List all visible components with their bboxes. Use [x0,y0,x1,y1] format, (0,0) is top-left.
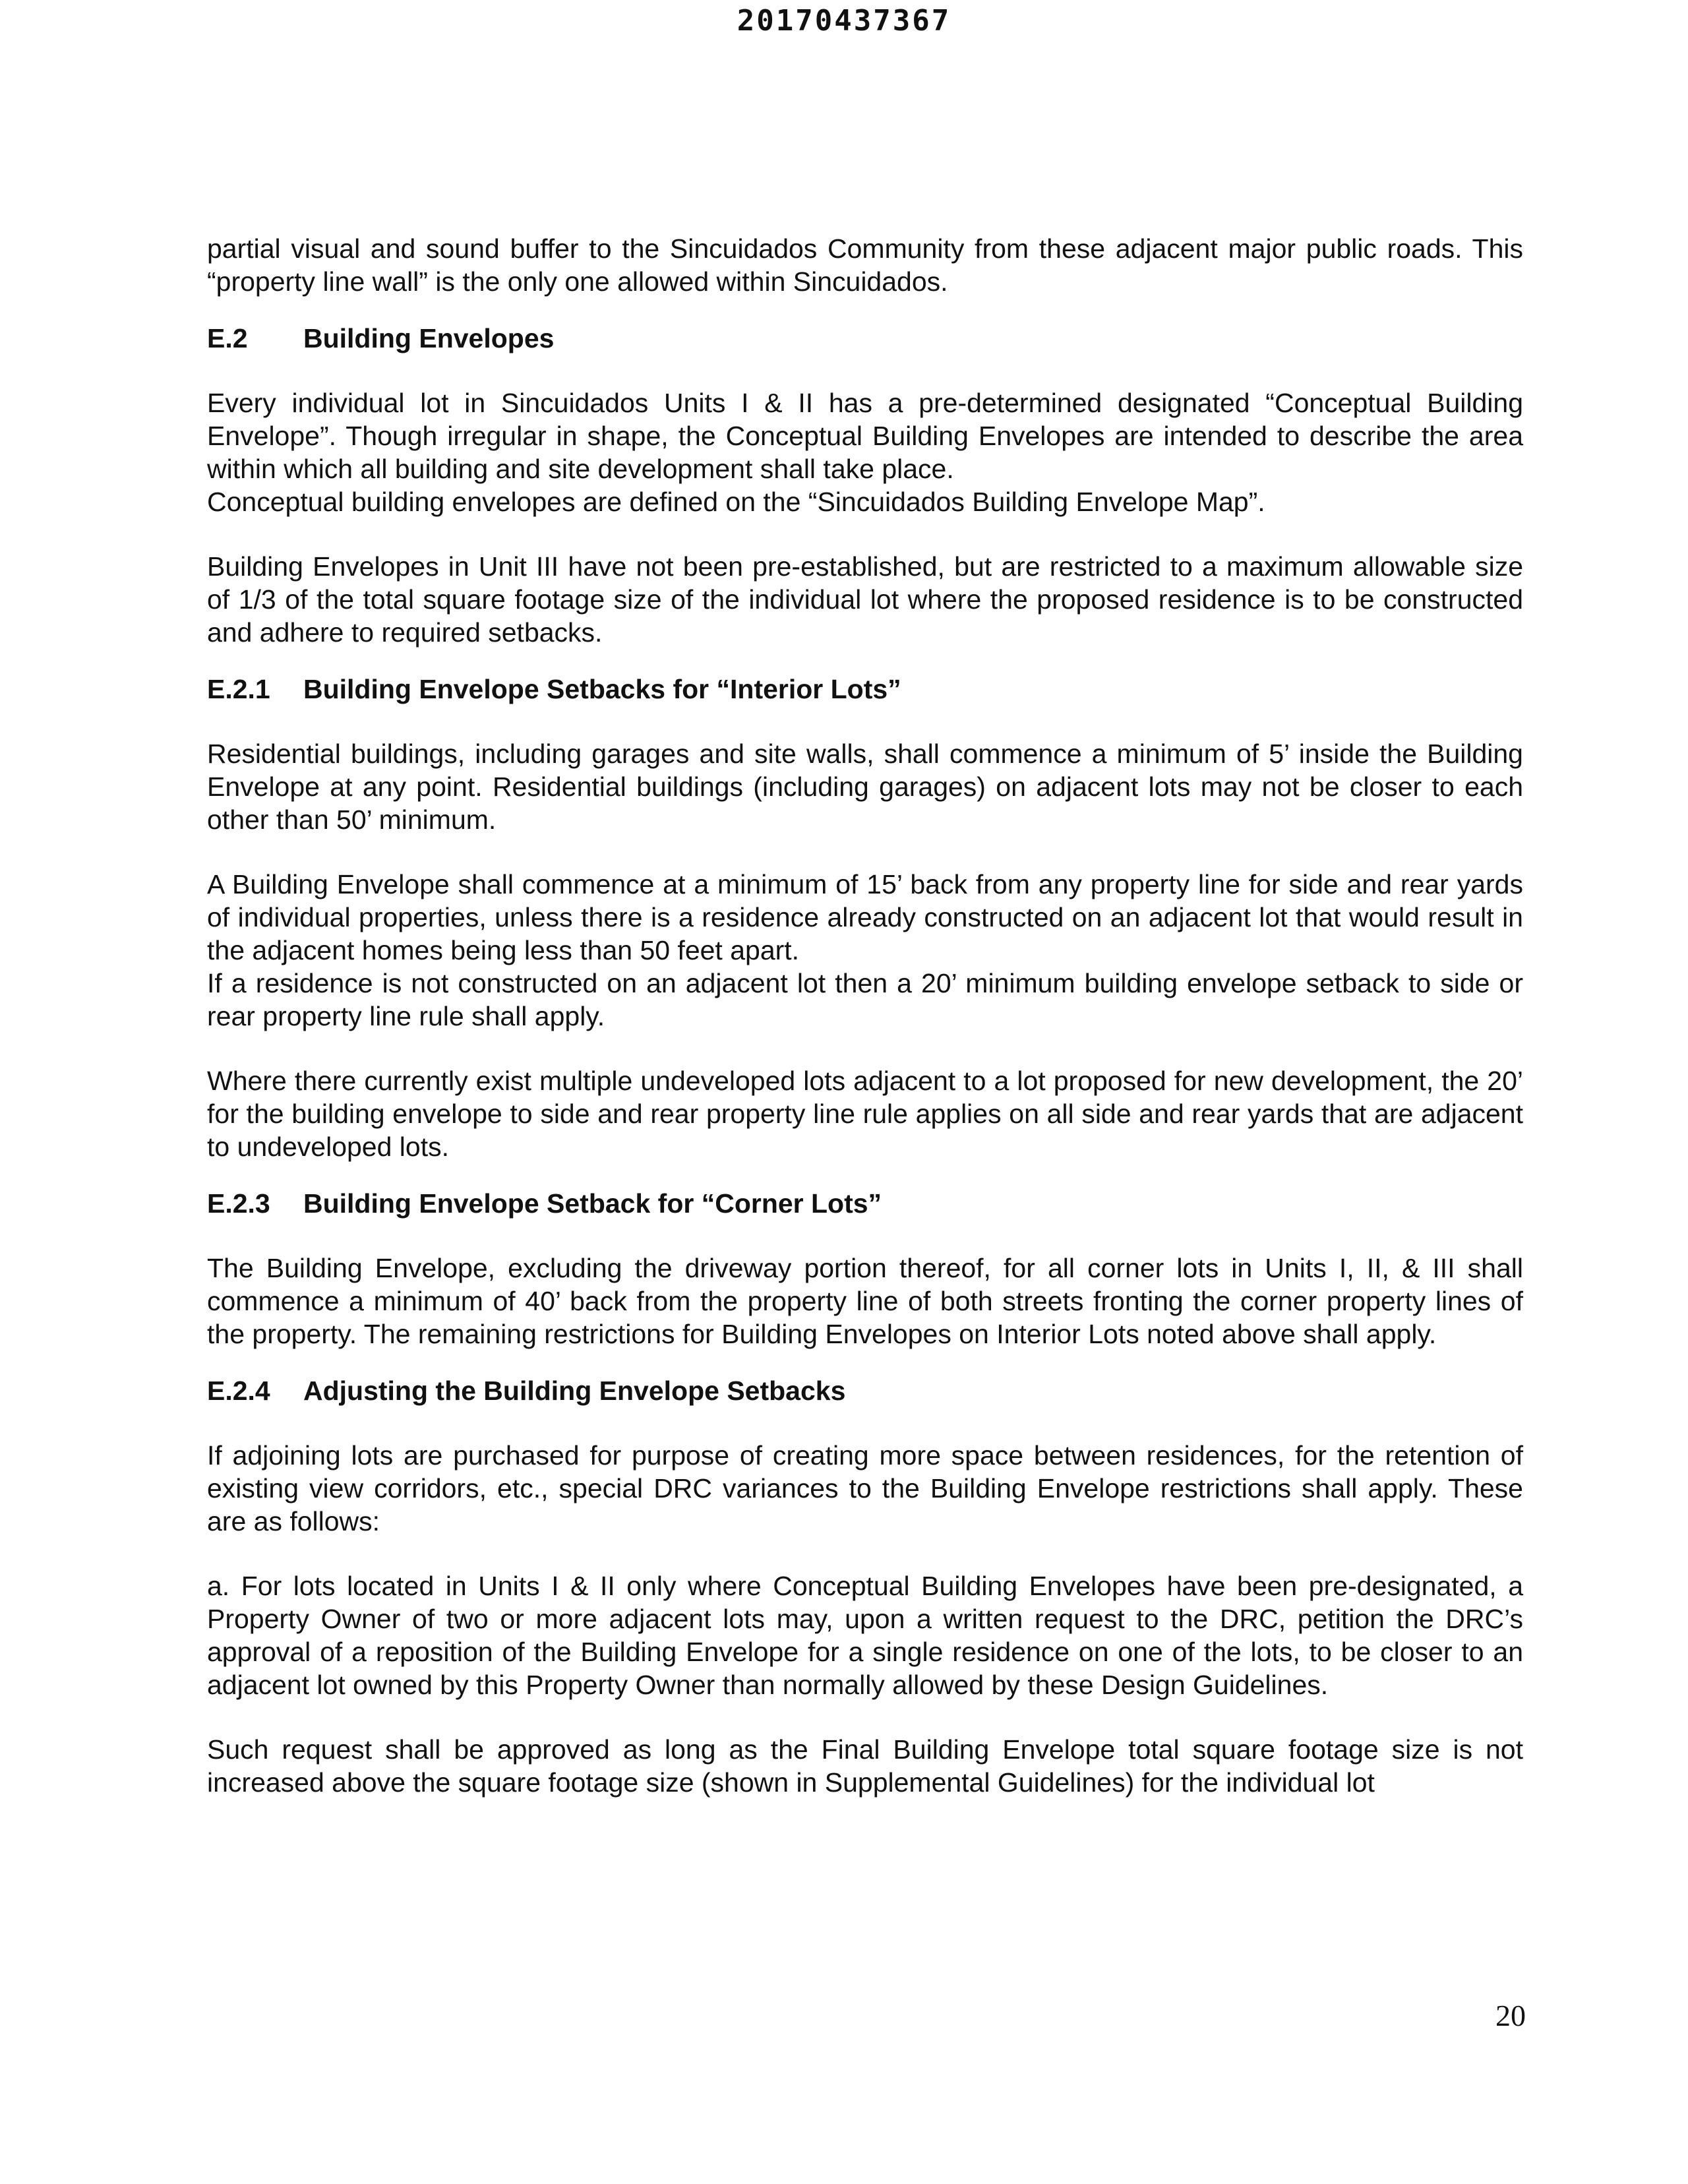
page-body [207,232,1523,1799]
section-heading-e2 [207,322,1523,355]
intro-paragraph: partial visual and sound buffer to the Sincuidados Community from these adjacent major public roads. This “property line wall” is the only one allowed within Sincuidados. [207,233,1523,297]
paragraph: Residential buildings, including garages and site walls, shall commence a minimum of 5’ inside the Building Envelope at any point. Residential buildings (including garages) on adjacent lots may not be closer to each other than 50’ minimum. [207,739,1523,835]
paragraph: a. For lots located in Units I & II only where Conceptual Building Envelopes have been pre-designated, a Property Owner of two or more adjacent lots may, upon a written request to the DRC, petition the DRC’s approval of a reposition of the Building Envelope for a single residence on one of the lots, to be closer to an adjacent lot owned by this Property Owner than normally allowed by these Design Guidelines. [207,1571,1523,1700]
page-number: 20 [1495,1999,1526,2032]
section-title: Building Envelope Setback for “Corner Lots” [303,1188,882,1219]
paragraph: Conceptual building envelopes are defined on the “Sincuidados Building Envelope Map”. [207,487,1265,517]
section-number: E.2.3 [207,1188,270,1219]
section-title: Adjusting the Building Envelope Setbacks [303,1376,846,1406]
paragraph: If a residence is not constructed on an adjacent lot then a 20’ minimum building envelope setback to side or rear property line rule shall apply. [207,968,1523,1031]
section-heading-e2-3 [207,1187,1523,1220]
section-title: Building Envelope Setbacks for “Interior Lots” [303,674,901,704]
section-number: E.2.1 [207,674,270,704]
section-number: E.2.4 [207,1376,270,1406]
paragraph: The Building Envelope, excluding the driveway portion thereof, for all corner lots in Units I, II, & III shall commence a minimum of 40’ back from the property line of both streets fronting the corner property lines of the property. The remaining restrictions for Building Envelopes on Interior Lots noted above shall apply. [207,1253,1523,1349]
section-heading-e2-4 [207,1374,1523,1407]
paragraph: A Building Envelope shall commence at a minimum of 15’ back from any property line for side and rear yards of individual properties, unless there is a residence already constructed on an adjacent lot that would result in the adjacent homes being less than 50 feet apart. [207,869,1523,965]
paragraph: Where there currently exist multiple undeveloped lots adjacent to a lot proposed for new development, the 20’ for the building envelope to side and rear property line rule applies on all side and rear yards that are adjacent to undeveloped lots. [207,1066,1523,1162]
paragraph: If adjoining lots are purchased for purpose of creating more space between residences, for the retention of existing view corridors, etc., special DRC variances to the Building Envelope restrictions shall apply. These are as follows: [207,1440,1523,1536]
section-number: E.2 [207,323,248,353]
section-title: Building Envelopes [303,323,555,353]
paragraph: Such request shall be approved as long as the Final Building Envelope total square footage size is not increased above the square footage size (shown in Supplemental Guidelines) for the individual lot [207,1734,1523,1798]
paragraph: Every individual lot in Sincuidados Units I & II has a pre-determined designated “Conceptual Building Envelope”. Though irregular in shape, the Conceptual Building Envelopes are intended to describe the area within which all building and site development shall take place. [207,388,1523,484]
paragraph: Building Envelopes in Unit III have not been pre-established, but are restricted to a maximum allowable size of 1/3 of the total square footage size of the individual lot where the proposed residence is to be constructed and adhere to required setbacks. [207,551,1523,648]
section-heading-e2-1 [207,673,1523,706]
document-number: 20170437367 [737,4,951,38]
